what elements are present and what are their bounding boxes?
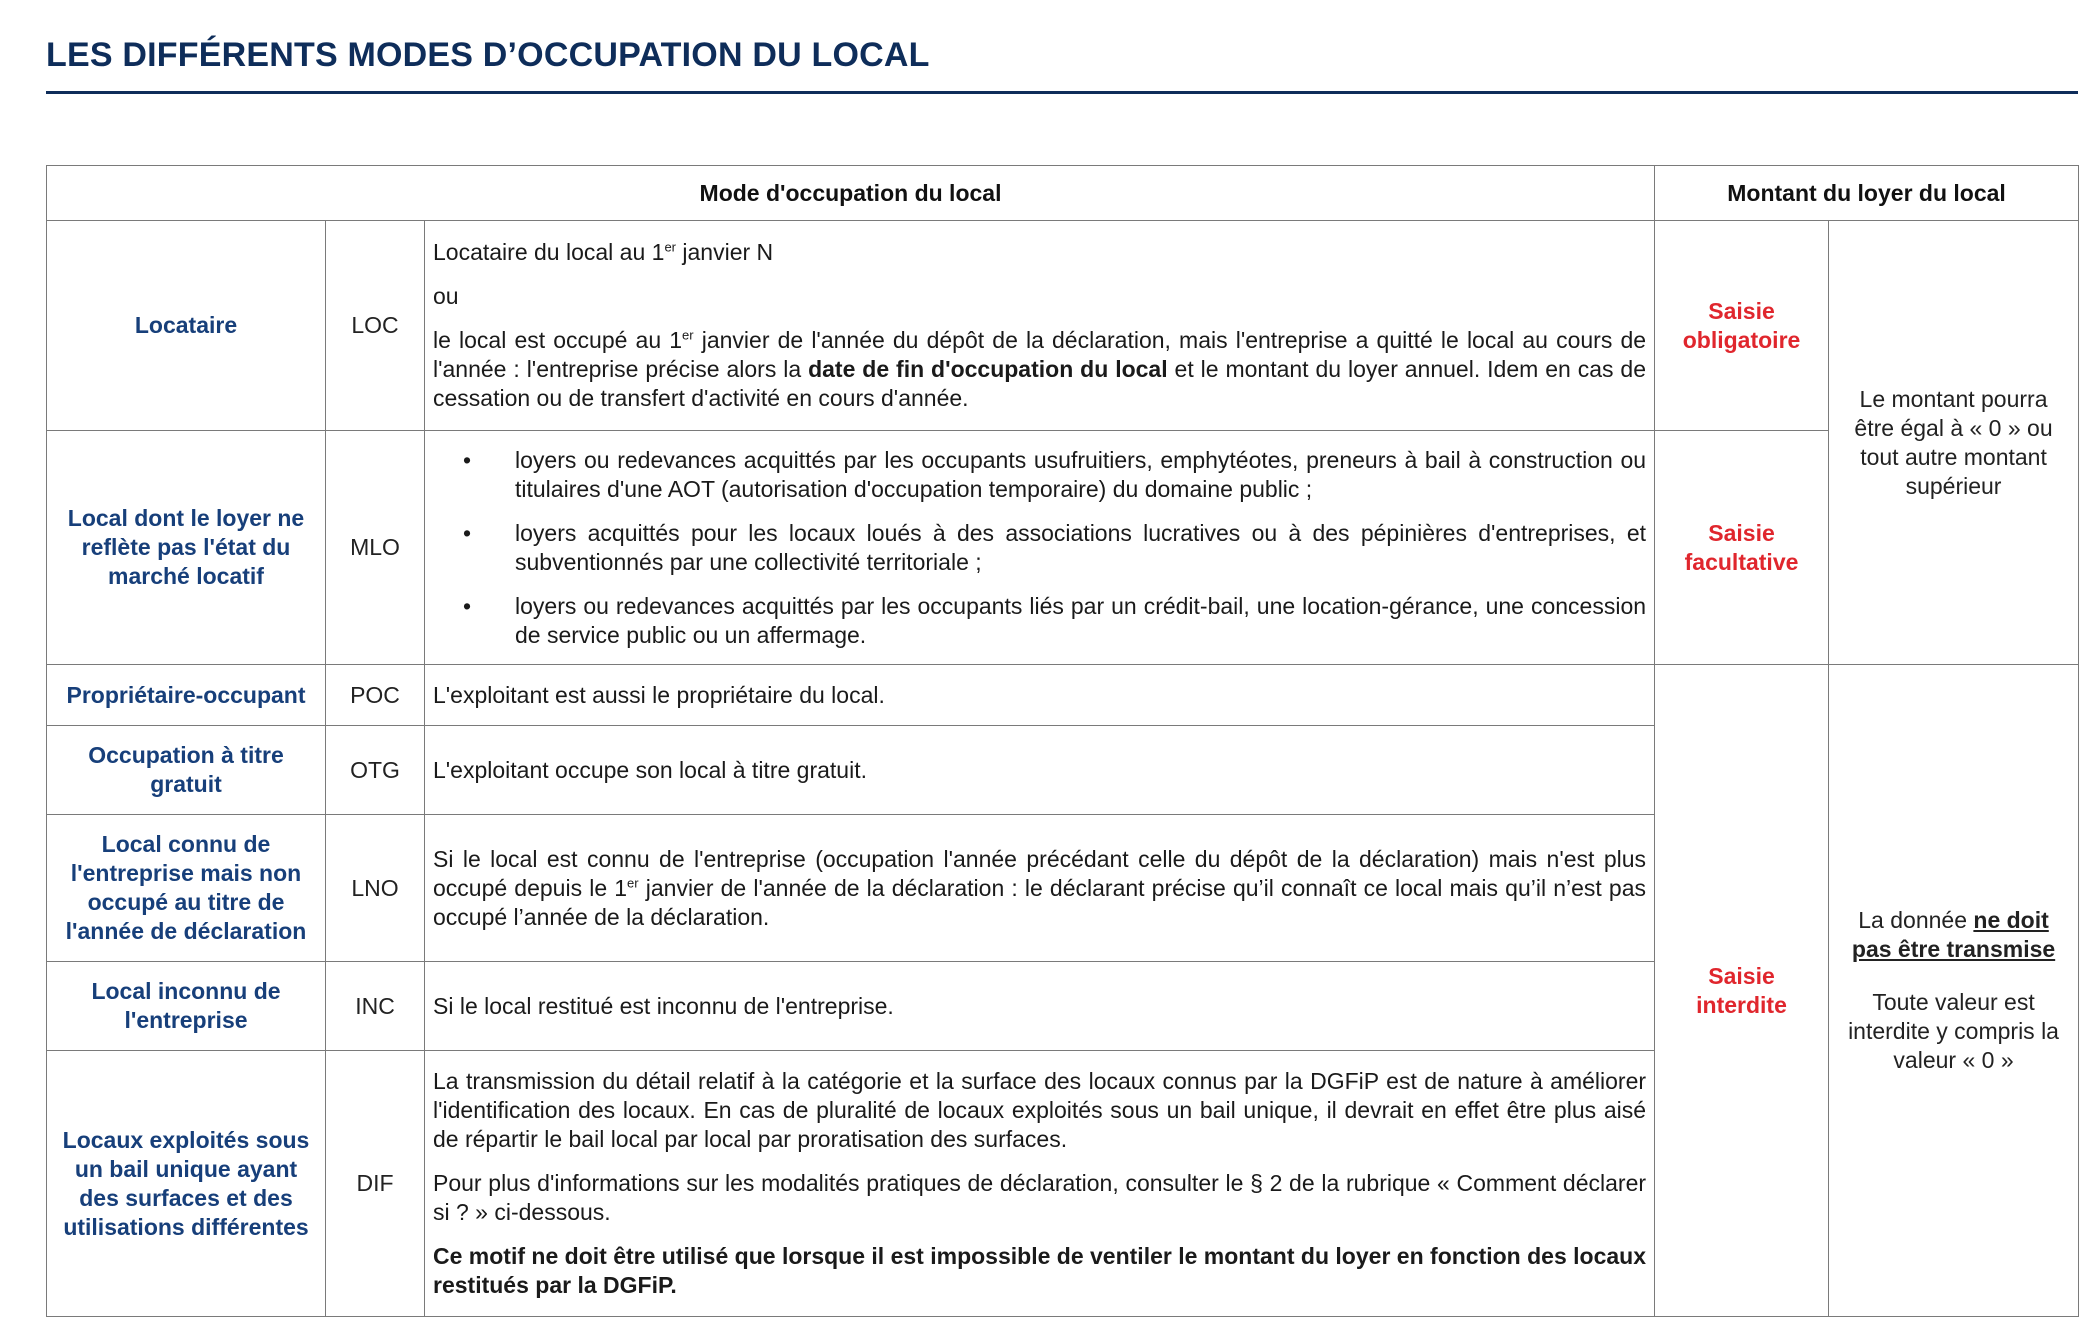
- mode-code-poc: POC: [326, 665, 425, 726]
- mode-description-otg: L'exploitant occupe son local à titre gratuit.: [425, 726, 1655, 815]
- mode-label-lno: Local connu de l'entreprise mais non occupé au titre de l'année de déclaration: [47, 815, 326, 962]
- mode-label-loc: Locataire: [47, 221, 326, 431]
- mode-label-poc: Propriétaire-occupant: [47, 665, 326, 726]
- mode-code-dif: DIF: [326, 1051, 425, 1317]
- mode-description-inc: Si le local restitué est inconnu de l'entreprise.: [425, 962, 1655, 1051]
- table-row: [47, 665, 2079, 726]
- dif-paragraph-2: Pour plus d'informations sur les modalités pratiques de déclaration, consulter le § 2 de la rubrique « Comment déclarer si ? » ci-dessous.: [433, 1170, 1647, 1225]
- header-mode: Mode d'occupation du local: [47, 166, 1655, 221]
- montant-note-upper: Le montant pourra être égal à « 0 » ou tout autre montant supérieur: [1829, 221, 2079, 665]
- title-divider: [46, 91, 2078, 94]
- mode-label-inc: Local inconnu de l'entreprise: [47, 962, 326, 1051]
- mode-label-dif: Locaux exploités sous un bail unique ayant des surfaces et des utilisations différentes: [47, 1051, 326, 1317]
- table-header-row: [47, 166, 2079, 221]
- montant-note-lower: [1829, 665, 2079, 1317]
- mode-code-otg: OTG: [326, 726, 425, 815]
- table-row: [47, 221, 2079, 431]
- list-item: • loyers ou redevances acquittés par les occupants liés par un crédit-bail, une location-gérance, une concession de service public ou un affermage.: [515, 592, 1646, 650]
- mode-description-poc: L'exploitant est aussi le propriétaire du local.: [425, 665, 1655, 726]
- occupation-modes-table: [46, 165, 2079, 1317]
- mode-description-mlo: [425, 431, 1655, 665]
- loc-line-1: Locataire du local au 1er janvier N: [433, 239, 774, 265]
- mode-code-inc: INC: [326, 962, 425, 1051]
- list-item: • loyers acquittés pour les locaux loués à des associations lucratives ou à des pépinières d'entreprises, et subventionnés par une collectivité territoriale ;: [515, 519, 1646, 577]
- status-interdite: Saisie interdite: [1655, 665, 1829, 1317]
- mode-code-lno: LNO: [326, 815, 425, 962]
- mode-code-loc: LOC: [326, 221, 425, 431]
- dif-paragraph-3: Ce motif ne doit être utilisé que lorsque il est impossible de ventiler le montant du loyer en fonction des locaux restitués par la DGFiP.: [433, 1243, 1647, 1298]
- mode-label-otg: Occupation à titre gratuit: [47, 726, 326, 815]
- mode-description-dif: [425, 1051, 1655, 1317]
- header-montant: Montant du loyer du local: [1655, 166, 2079, 221]
- page-title: LES DIFFÉRENTS MODES D’OCCUPATION DU LOCAL: [46, 36, 930, 74]
- note-not-transmitted: La donnée ne doit pas être transmise: [1851, 907, 2056, 962]
- table-row: [47, 431, 2079, 665]
- status-obligatoire: Saisie obligatoire: [1655, 221, 1829, 431]
- loc-or: ou: [433, 283, 459, 309]
- mode-code-mlo: MLO: [326, 431, 425, 665]
- list-item: • loyers ou redevances acquittés par les occupants usufruitiers, emphytéotes, preneurs à bail à construction ou titulaires d'une AOT (autorisation d'occupation temporaire) du domaine public ;: [515, 446, 1646, 504]
- note-any-value-forbidden: Toute valeur est interdite y compris la valeur « 0 »: [1848, 989, 2059, 1073]
- mode-label-mlo: Local dont le loyer ne reflète pas l'état du marché locatif: [47, 431, 326, 665]
- loc-line-2: le local est occupé au 1er janvier de l'année du dépôt de la déclaration, mais l'entreprise a quitté le local au cours de l'année : l'entreprise précise alors la date de fin d'occupation du local et le montant du loyer annuel. Idem en cas de cessation ou de transfert d'activité en cours d'année.: [433, 327, 1647, 411]
- mode-description-loc: [425, 221, 1655, 431]
- dif-paragraph-1: La transmission du détail relatif à la catégorie et la surface des locaux connus par la DGFiP est de nature à améliorer l'identification des locaux. En cas de pluralité de locaux exploités sous un bail unique, il devrait en effet être plus aisé de répartir le bail local par local par proratisation des surfaces.: [433, 1068, 1647, 1152]
- mlo-bullet-list: [433, 446, 1646, 650]
- status-facultative: Saisie facultative: [1655, 431, 1829, 665]
- mode-description-lno: Si le local est connu de l'entreprise (occupation l'année précédant celle du dépôt de la déclaration) mais n'est plus occupé depuis le 1er janvier de l'année de la déclaration : le déclarant précise qu’il connaît ce local mais qu’il n’est pas occupé l’année de la déclaration.: [425, 815, 1655, 962]
